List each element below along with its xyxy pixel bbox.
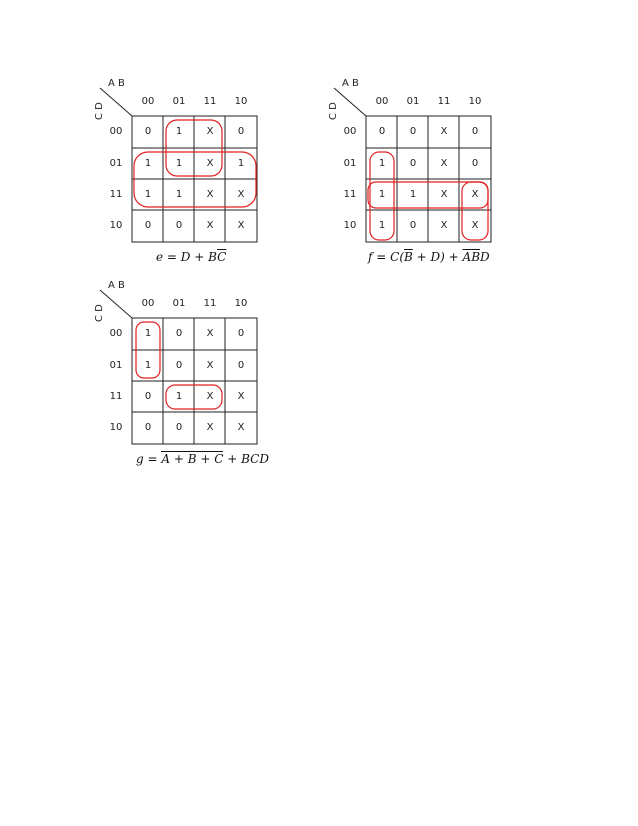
- cell: 0: [175, 328, 183, 339]
- row-label: 01: [109, 360, 123, 371]
- col-label: 11: [437, 96, 451, 107]
- col-label: 10: [234, 96, 248, 107]
- formula-term: D: [480, 250, 490, 264]
- formula-lhs: e: [156, 250, 164, 264]
- formula-f: [368, 250, 490, 264]
- ab-axis-label: A B: [108, 280, 125, 291]
- col-label: 00: [141, 298, 155, 309]
- cell: X: [206, 158, 214, 169]
- cell: X: [237, 220, 245, 231]
- col-label: 01: [172, 96, 186, 107]
- col-label: 01: [172, 298, 186, 309]
- col-label: 00: [141, 96, 155, 107]
- cell: 1: [378, 158, 386, 169]
- formula-eq: =: [143, 452, 162, 466]
- cell: X: [471, 220, 479, 231]
- cell: 0: [237, 328, 245, 339]
- cell: 0: [409, 158, 417, 169]
- formula-eq: =: [163, 250, 181, 264]
- cell: X: [237, 189, 245, 200]
- row-label: 11: [109, 189, 123, 200]
- cell: X: [206, 220, 214, 231]
- cell: 1: [175, 126, 183, 137]
- formula-e: [156, 250, 226, 264]
- cell: X: [471, 189, 479, 200]
- cd-axis-label: C D: [94, 304, 105, 322]
- formula-term-negated: $\overline{B}$: [471, 250, 481, 264]
- row-label: 11: [343, 189, 357, 200]
- cell: 0: [175, 360, 183, 371]
- cell: 1: [175, 391, 183, 402]
- cell: 1: [175, 189, 183, 200]
- row-label: 11: [109, 391, 123, 402]
- row-label: 00: [109, 126, 123, 137]
- col-label: 10: [234, 298, 248, 309]
- cell: X: [440, 189, 448, 200]
- cell: X: [206, 422, 214, 433]
- cell: 1: [144, 158, 152, 169]
- kmap-g: [86, 278, 269, 478]
- cell: 1: [378, 189, 386, 200]
- col-label: 11: [203, 96, 217, 107]
- formula-term: D + B: [180, 250, 218, 264]
- cell: 0: [175, 220, 183, 231]
- cell: 1: [409, 189, 417, 200]
- cell: X: [206, 189, 214, 200]
- cell: X: [206, 328, 214, 339]
- cell: X: [206, 126, 214, 137]
- formula-g: [136, 452, 269, 466]
- formula-eq: =: [372, 250, 391, 264]
- cell: 1: [144, 360, 152, 371]
- cell: X: [440, 220, 448, 231]
- kmap-e: [86, 76, 266, 276]
- row-label: 10: [343, 220, 357, 231]
- formula-term: + D) +: [412, 250, 463, 264]
- cell: X: [206, 391, 214, 402]
- cell: 0: [175, 422, 183, 433]
- cell: 0: [144, 126, 152, 137]
- cell: X: [206, 360, 214, 371]
- formula-lhs: g: [136, 452, 144, 466]
- cell: 0: [237, 126, 245, 137]
- cell: X: [237, 391, 245, 402]
- cell: 1: [175, 158, 183, 169]
- formula-term: C(: [390, 250, 405, 264]
- ab-axis-label: A B: [108, 78, 125, 89]
- cell: 0: [471, 126, 479, 137]
- col-label: 01: [406, 96, 420, 107]
- cd-axis-label: C D: [94, 102, 105, 120]
- cell: 1: [237, 158, 245, 169]
- kmap-f: [320, 76, 500, 276]
- cell: 0: [237, 360, 245, 371]
- row-label: 01: [343, 158, 357, 169]
- formula-term: + BCD: [223, 452, 269, 466]
- row-label: 00: [109, 328, 123, 339]
- row-label: 00: [343, 126, 357, 137]
- formula-term-negated: A + B + C: [161, 452, 224, 466]
- formula-term-negated: $\overline{C}$: [217, 250, 227, 264]
- cell: 0: [144, 422, 152, 433]
- row-label: 01: [109, 158, 123, 169]
- cell: 0: [409, 126, 417, 137]
- cell: X: [237, 422, 245, 433]
- formula-lhs: f: [368, 250, 373, 264]
- cell: 1: [378, 220, 386, 231]
- cell: 0: [144, 220, 152, 231]
- cell: 0: [409, 220, 417, 231]
- ab-axis-label: A B: [342, 78, 359, 89]
- formula-term-negated: $\overline{B}$: [404, 250, 413, 264]
- col-label: 11: [203, 298, 217, 309]
- cell: X: [440, 126, 448, 137]
- cell: 1: [144, 328, 152, 339]
- cd-axis-label: C D: [328, 102, 339, 120]
- cell: 0: [471, 158, 479, 169]
- cell: 1: [144, 189, 152, 200]
- formula-term-negated: $\overline{A}$: [462, 250, 472, 264]
- cell: 0: [144, 391, 152, 402]
- cell: 0: [378, 126, 386, 137]
- cell: X: [440, 158, 448, 169]
- col-label: 10: [468, 96, 482, 107]
- row-label: 10: [109, 220, 123, 231]
- col-label: 00: [375, 96, 389, 107]
- row-label: 10: [109, 422, 123, 433]
